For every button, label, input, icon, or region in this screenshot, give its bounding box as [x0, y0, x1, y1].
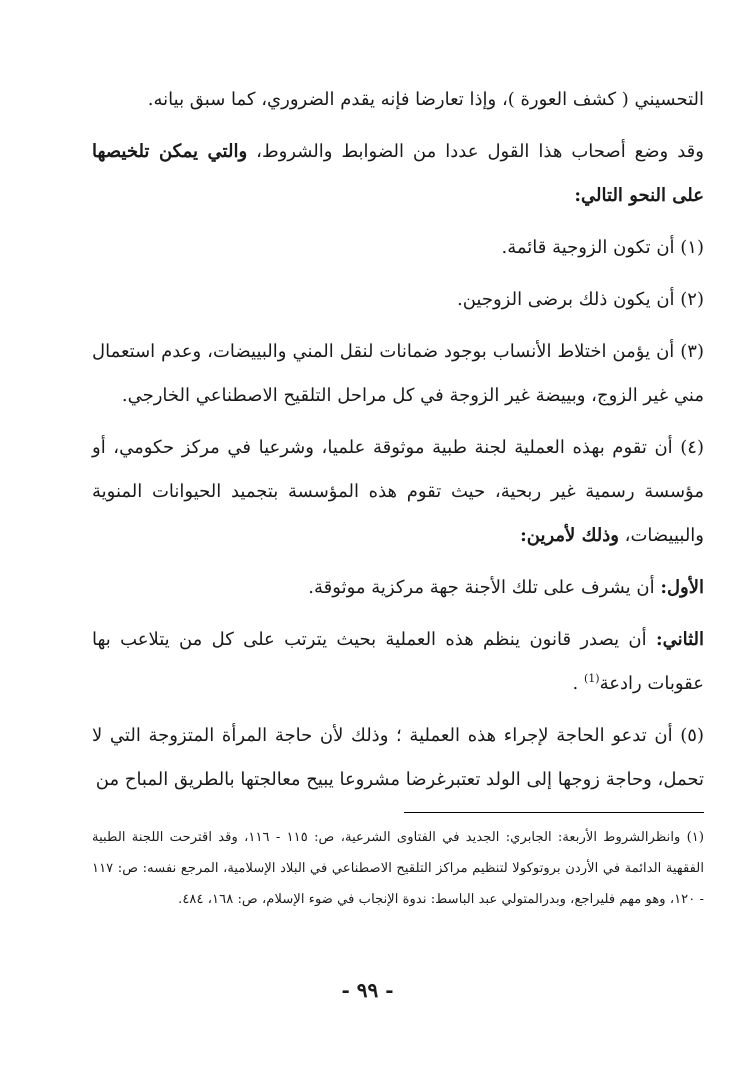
- reason-second: [92, 618, 704, 706]
- paragraph-2-bold: والتي يمكن تلخيصها على النحو التالي:: [92, 141, 704, 206]
- condition-4: [92, 426, 704, 558]
- main-text: [92, 78, 704, 802]
- footnote-ref: (1): [584, 672, 600, 685]
- footnote-divider: [404, 812, 704, 813]
- reason-first-text: أن يشرف على تلك الأجنة جهة مركزية موثوقة.: [308, 577, 661, 598]
- paragraph-2-text: وقد وضع أصحاب هذا القول عددا من الضوابط والشروط،: [247, 141, 704, 162]
- reason-first-label: الأول:: [660, 577, 704, 598]
- reason-second-label: الثاني:: [655, 629, 704, 650]
- reason-second-text: أن يصدر قانون ينظم هذه العملية بحيث يترتب على كل من يتلاعب بها عقوبات رادعة: [92, 629, 704, 694]
- paragraph-1: التحسيني ( كشف العورة )، وإذا تعارضا فإنه يقدم الضروري، كما سبق بيانه.: [147, 89, 704, 110]
- condition-5: (٥) أن تدعو الحاجة لإجراء هذه العملية ؛ وذلك لأن حاجة المرأة المتزوجة التي لا تحمل، وحاجة زوجها إلى الولد تعتبرغرضا مشروعا يبيح معالجتها بالطريق المباح من: [92, 725, 704, 790]
- page-number: - ٩٩ -: [341, 978, 394, 1002]
- condition-4-text: (٤) أن تقوم بهذه العملية لجنة طبية موثوقة علميا، وشرعيا في مركز حكومي، أو مؤسسة رسمية غير ربحية، حيث تقوم هذه المؤسسة بتجميد الحيوانات المنوية والبييضات،: [92, 437, 704, 546]
- condition-4-bold: وذلك لأمرين:: [520, 525, 619, 546]
- reason-second-end: .: [572, 673, 584, 694]
- reason-first: [92, 566, 704, 610]
- footnotes: [92, 822, 704, 915]
- condition-1: (١) أن تكون الزوجية قائمة.: [501, 237, 704, 258]
- condition-3: (٣) أن يؤمن اختلاط الأنساب بوجود ضمانات لنقل المني والبييضات، وعدم استعمال مني غير الزوج، وبييضة غير الزوجة في كل مراحل التلقيح الاصطناعي الخارجي.: [92, 341, 704, 406]
- paragraph-2: [92, 130, 704, 218]
- condition-2: (٢) أن يكون ذلك برضى الزوجين.: [456, 289, 704, 310]
- footnote-1: (١) وانظرالشروط الأربعة: الجابري: الجديد في الفتاوى الشرعية، ص: ١١٥ - ١١٦، وقد اقترحت اللجنة الطبية الفقهية الدائمة في الأردن بروتوكولا لتنظيم مراكز التلقيح الاصطناعي في البلاد الإسلامية، المرجع نفسه: ص: ١١٧ - ١٢٠، وهو مهم فليراجع، وبدرالمتولي عبد الباسط: ندوة الإنجاب في ضوء الإسلام، ص: ١٦٨، ٤٨٤.: [92, 830, 705, 907]
